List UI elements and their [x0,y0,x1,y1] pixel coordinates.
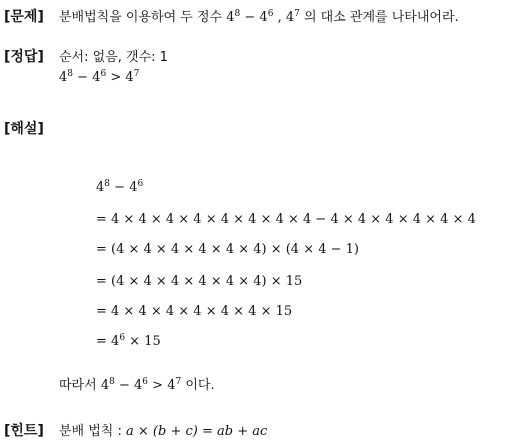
explanation-step-4: = 4 × 4 × 4 × 4 × 4 × 4 × 15 [96,304,293,319]
hint-label: [힌트] [4,423,44,439]
answer-formula: $4^8 - 4^6 > 4^7$ [59,69,140,85]
explanation-conclusion: 따라서 $4^8 - 4^6 > 4^7$ 이다. [59,377,215,393]
answer-label: [정답] [4,49,44,65]
hint-formula: a × (b + c) = ab + ac [126,424,268,439]
problem-text-before: 분배법칙을 이용하여 두 정수 [59,10,227,25]
explanation-step-1: = 4 × 4 × 4 × 4 × 4 × 4 × 4 × 4 − 4 × 4 × 4 × 4 × 4 × 4 [96,212,476,227]
problem-text [59,6,459,25]
problem-label: [문제] [4,9,44,25]
explanation-step-0: $4^8 - 4^6$ [96,179,144,195]
explanation-step-5: = $4^6 \times 15$ [96,333,161,349]
explanation-step-3: = (4 × 4 × 4 × 4 × 4 × 4) × 15 [96,274,303,289]
answer-order-text: 순서: 없음, 갯수: 1 [59,50,168,65]
problem-expr: $4^8 - 4^6$ , $4^7$ [226,9,300,25]
hint-text: 분배 법칙 : a × (b + c) = ab + ac [59,424,268,439]
explanation-step-2: = (4 × 4 × 4 × 4 × 4 × 4) × (4 × 4 − 1) [96,242,360,257]
explanation-label: [해설] [4,121,44,137]
problem-text-after: 의 대소 관계를 나타내어라. [299,10,459,25]
